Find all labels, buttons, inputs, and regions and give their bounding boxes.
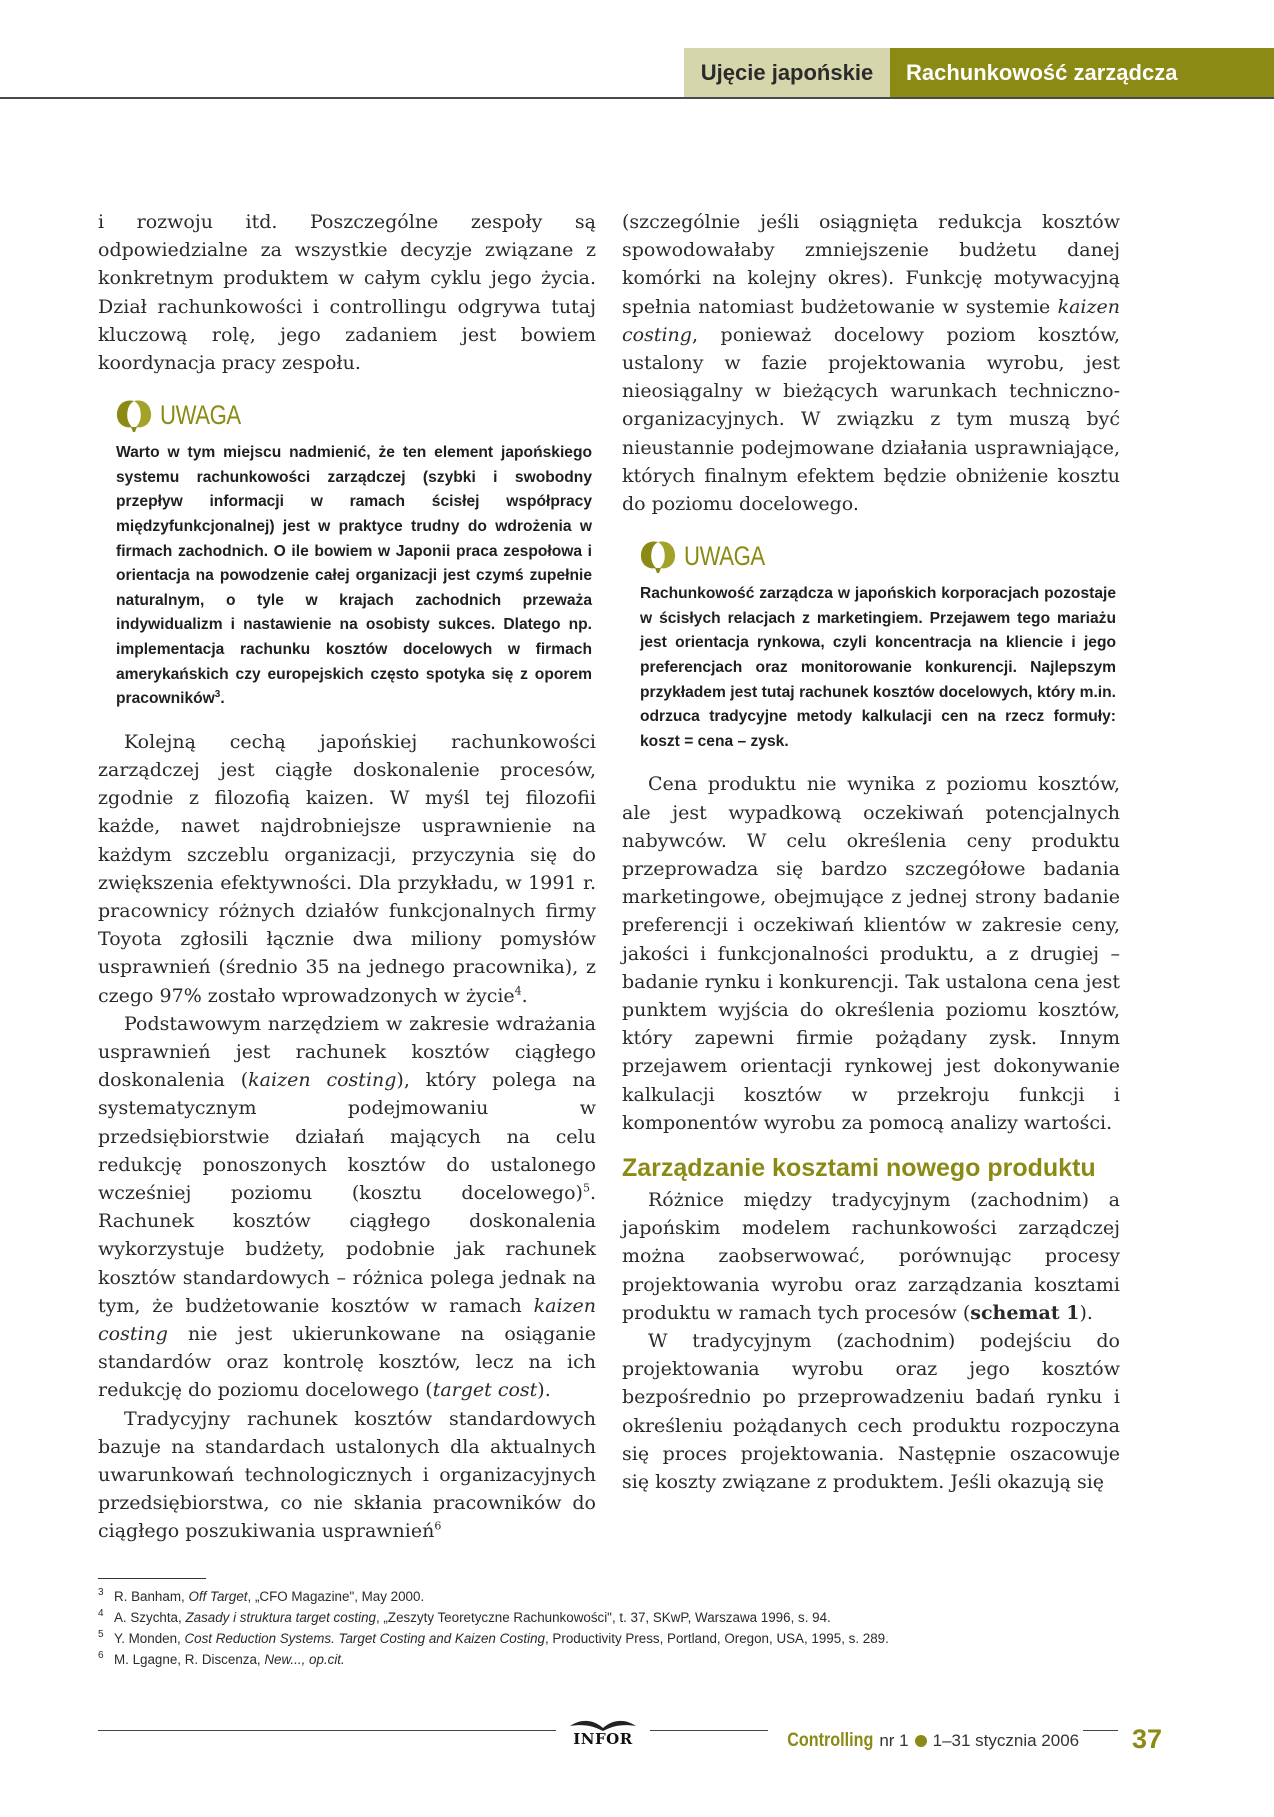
fleur-icon — [112, 397, 156, 433]
callout-box — [98, 397, 596, 712]
footnote — [98, 1607, 1198, 1628]
logo-text: INFOR — [573, 1730, 633, 1748]
right-column — [622, 208, 1120, 1496]
footnote-number: 4 — [98, 1608, 104, 1619]
paragraph: Cena produktu nie wynika z poziomu kosztów, ale jest wypadkową oczekiwań potencjalnych nabywców. W celu określenia ceny produktu przeprowadza się bardzo szczegółowe badania marketingowe, obejmujące z jednej strony badanie preferencji i oczekiwań klientów w zakresie ceny, jakości i funkcjonalności produktu, a z drugiej – badanie rynku i konkurencji. Tak ustalona cena jest punktem wyjścia do określenia poziomu kosztów, który zapewni firmie pożądany zysk. Innym przejawem orientacji rynkowej jest dokonywanie kalkulacji kosztów w przekroju funkcji i komponentów wyrobu za pomocą analizy wartości. — [622, 773, 1120, 1134]
footnote-text: Y. Monden, Cost Reduction Systems. Target Costing and Kaizen Costing, Productivity Press, Portland, Oregon, USA, 1995, s. 289. — [114, 1631, 889, 1646]
header-section-tab: Ujęcie japońskie — [684, 48, 890, 97]
schema-ref: schemat 1 — [970, 1301, 1080, 1324]
callout-header — [112, 397, 592, 433]
page-number: 37 — [1132, 1724, 1163, 1754]
publisher-logo — [556, 1716, 650, 1758]
footnotes — [98, 1586, 1198, 1670]
paragraph: Tradycyjny rachunek kosztów standardowych bazuje na standardach ustalonych dla aktualnych uwarunkowań technologicznych i organizacyjnych przedsiębiorstwa, co nie skłania pracowników do ciągłego poszukiwania usprawnień$^6$ — [98, 1407, 596, 1543]
callout-text: Rachunkowość zarządcza w japońskich korporacjach pozostaje w ścisłych relacjach z marketingiem. Przejawem tego mariażu jest orientacja rynkowa, czyli koncentracja na kliencie i jego preferencjach oraz monitorowanie konkurencji. Najlepszym przykładem jest tutaj rachunek kosztów docelowych, który m.in. odrzuca tradycyjne metody kalkulacji cen na rzecz formuły: koszt = cena – zysk. — [640, 585, 1116, 750]
footnote-ref: 5 — [582, 1181, 590, 1195]
paragraph: (szczególnie jeśli osiągnięta redukcja kosztów spowodowałaby zmniejszenie budżetu danej komórki na kolejny okres). Funkcję motywacyjną spełnia natomiast budżetowanie w systemie kaizen costing, ponieważ docelowy poziom kosztów, ustalony w fazie projektowania wyrobu, jest nieosiągalny w bieżących warunkach techniczno-organizacyjnych. W związku z tym muszą być nieustannie podejmowane działania usprawniające, których finalnym efektem będzie obniżenie kosztu do poziomu docelowego. — [622, 211, 1120, 516]
footnote — [98, 1586, 1198, 1607]
footer-info — [768, 1728, 1083, 1754]
footnote-number: 3 — [98, 1587, 104, 1598]
footnote-text: R. Banham, Off Target, „CFO Magazine", May 2000. — [114, 1589, 425, 1604]
footnote — [98, 1649, 1198, 1670]
footnote-ref: 3 — [214, 688, 221, 700]
paragraph: W tradycyjnym (zachodnim) podejściu do projektowania wyrobu oraz jego kosztów bezpośrednio po przeprowadzeniu badań rynku i określeniu pożądanych cech produktu rozpoczyna się proces projektowania. Następnie oszacowuje się koszty związane z produktem. Jeśli okazują się — [622, 1330, 1120, 1494]
left-column — [98, 208, 596, 1546]
footnote-text: A. Szychta, Zasady i struktura target costing, „Zeszyty Teoretyczne Rachunkowości", t. 37, SKwP, Warszawa 1996, s. 94. — [114, 1610, 831, 1625]
paragraph: Kolejną cechą japońskiej rachunkowości zarządczej jest ciągłe doskonalenie procesów, zgodnie z filozofią kaizen. W myśl tej filozofii każde, nawet najdrobniejsze usprawnienie na każdym szczeblu organizacji, przyczynia się do zwiększenia efektywności. Dla przykładu, w 1991 r. pracownicy różnych działów funkcjonalnych firmy Toyota zgłosili łącznie dwa miliony pomysłów usprawnień (średnio 35 na jednego pracownika), z czego 97% zostało wprowadzonych w życie$^4$. — [98, 730, 596, 1007]
footnote-number: 5 — [98, 1629, 104, 1640]
footnote-ref: 4 — [514, 984, 522, 998]
header-rule — [0, 97, 1274, 99]
footnote-rule — [98, 1578, 206, 1579]
paragraph: Różnice między tradycyjnym (zachodnim) a japońskim modelem rachunkowości zarządczej można zaobserwować, porównując procesy projektowania wyrobu oraz zarządzania kosztami produktu w ramach tych procesów (schemat 1). — [622, 1189, 1120, 1324]
footnote-text: M. Lgagne, R. Discenza, New..., op.cit. — [114, 1652, 345, 1667]
issue-number: nr 1 — [879, 1731, 909, 1750]
issue-date: 1–31 stycznia 2006 — [932, 1731, 1080, 1750]
magazine-name: Controlling — [787, 1730, 874, 1751]
footnote-ref: 6 — [434, 1520, 442, 1534]
paragraph: i rozwoju itd. Poszczególne zespoły są odpowiedzialne za wszystkie decyzje związane z konkretnym produktem w całym cyklu jego życia. Dział rachunkowości i controllingu odgrywa tutaj kluczową rolę, jego zadaniem jest bowiem koordynacja pracy zespołu. — [98, 211, 596, 375]
callout-text: Warto w tym miejscu nadmienić, że ten element japońskiego systemu rachunkowości zarządczej (szybki i swobodny przepływ informacji w ramach ścisłej współpracy międzyfunkcjonalnej) jest w praktyce trudny do wdrożenia w firmach zachodnich. O ile bowiem w Japonii praca zespołowa i orientacja na powodzenie całej organizacji jest czymś zupełnie naturalnym, o tyle w krajach zachodnich przeważa indywidualizm i nastawienie na osobisty sukces. Dlatego np. implementacja rachunku kosztów docelowych w firmach amerykańskich czy europejskich często spotyka się z oporem pracowników$^3$. — [116, 444, 592, 708]
header-category-tab: Rachunkowość zarządcza — [890, 48, 1274, 97]
fleur-icon — [636, 538, 680, 574]
bullet-icon — [915, 1735, 927, 1747]
paragraph: Podstawowym narzędziem w zakresie wdrażania usprawnień jest rachunek kosztów ciągłego doskonalenia (kaizen costing), który polega na systematycznym podejmowaniu w przedsiębiorstwie działań mających na celu redukcję ponoszonych kosztów do ustalonego wcześniej poziomu (kosztu docelowego)$^5$. Rachunek kosztów ciągłego doskonalenia wykorzystuje budżety, podobnie jak rachunek kosztów standardowych – różnica polega jednak na tym, że budżetowanie kosztów w ramach kaizen costing nie jest ukierunkowane na osiąganie standardów oraz kontrolę kosztów, lecz na ich redukcję do poziomu docelowego (target cost). — [98, 1012, 596, 1402]
callout-title: UWAGA — [160, 399, 241, 430]
callout-box — [622, 538, 1120, 754]
footnote — [98, 1628, 1198, 1649]
section-title: Zarządzanie kosztami nowego produktu — [622, 1154, 1096, 1183]
footnote-number: 6 — [98, 1650, 104, 1661]
callout-title: UWAGA — [684, 540, 765, 571]
callout-header — [636, 538, 1116, 574]
